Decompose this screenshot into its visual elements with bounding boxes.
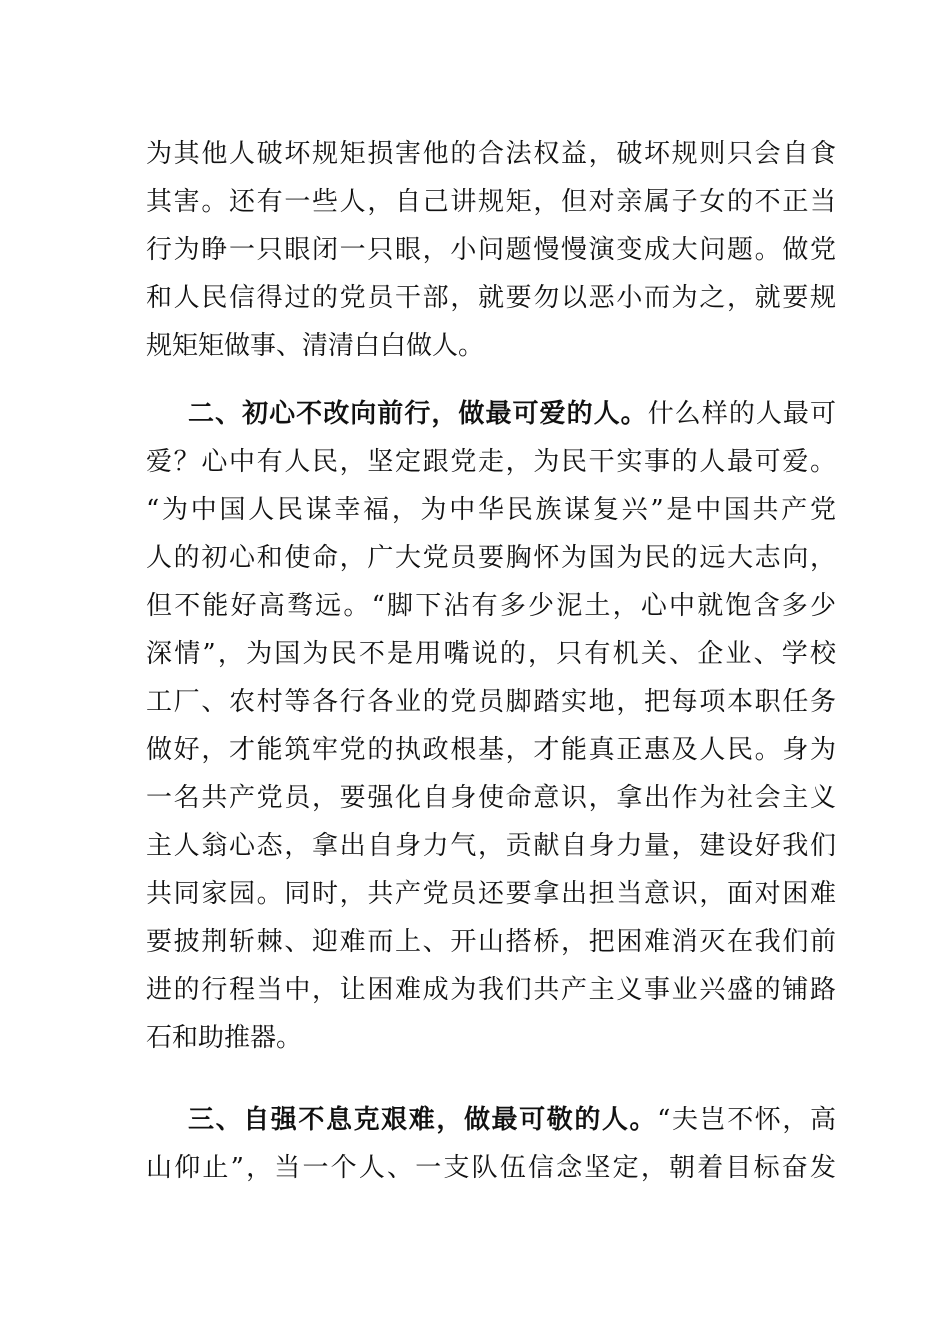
paragraph-line: 山仰止”，当一个人、一支队伍信念坚定，朝着目标奋发 bbox=[146, 1153, 836, 1183]
paragraph-line: 进的行程当中，让困难成为我们共产主义事业兴盛的铺路 bbox=[146, 975, 836, 1005]
paragraph-line: 做好，才能筑牢党的执政根基，才能真正惠及人民。身为 bbox=[146, 735, 836, 765]
paragraph-first-line bbox=[188, 1096, 836, 1144]
paragraph-line: 深情”，为国为民不是用嘴说的，只有机关、企业、学校 bbox=[146, 639, 836, 669]
paragraph-text: 什么样的人最可 bbox=[647, 399, 836, 429]
paragraph-line: 工厂、农村等各行各业的党员脚踏实地，把每项本职任务 bbox=[146, 687, 836, 717]
paragraph-line: 石和助推器。 bbox=[146, 1023, 303, 1053]
paragraph-line: 规矩矩做事、清清白白做人。 bbox=[146, 331, 485, 361]
paragraph-line: 人的初心和使命，广大党员要胸怀为国为民的远大志向， bbox=[146, 543, 836, 573]
paragraph-line: 要披荆斩棘、迎难而上、开山搭桥，把困难消灭在我们前 bbox=[146, 927, 836, 957]
paragraph-line: 主人翁心态，拿出自身力气，贡献自身力量，建设好我们 bbox=[146, 831, 836, 861]
paragraph-line: 共同家园。同时，共产党员还要拿出担当意识，面对困难 bbox=[146, 879, 836, 909]
paragraph-line: 一名共产党员，要强化自身使命意识，拿出作为社会主义 bbox=[146, 783, 836, 813]
paragraph-line: 行为睁一只眼闭一只眼，小问题慢慢演变成大问题。做党 bbox=[146, 235, 836, 265]
paragraph-first-line bbox=[188, 390, 836, 438]
paragraph-line: 爱？心中有人民，坚定跟党走，为民干实事的人最可爱。 bbox=[146, 447, 836, 477]
paragraph-line: 和人民信得过的党员干部，就要勿以恶小而为之，就要规 bbox=[146, 283, 836, 313]
paragraph-text: “夫岂不怀，高 bbox=[657, 1105, 836, 1135]
section-heading: 二、初心不改向前行，做最可爱的人。 bbox=[188, 399, 648, 429]
paragraph-line: 其害。还有一些人，自己讲规矩，但对亲属子女的不正当 bbox=[146, 187, 836, 217]
paragraph-line: “为中国人民谋幸福，为中华民族谋复兴”是中国共产党 bbox=[146, 495, 836, 525]
section-heading: 三、自强不息克艰难，做最可敬的人。 bbox=[188, 1105, 658, 1135]
paragraph-line: 为其他人破坏规矩损害他的合法权益，破坏规则只会自食 bbox=[146, 139, 836, 169]
paragraph-line: 但不能好高骛远。“脚下沾有多少泥土，心中就饱含多少 bbox=[146, 591, 836, 621]
